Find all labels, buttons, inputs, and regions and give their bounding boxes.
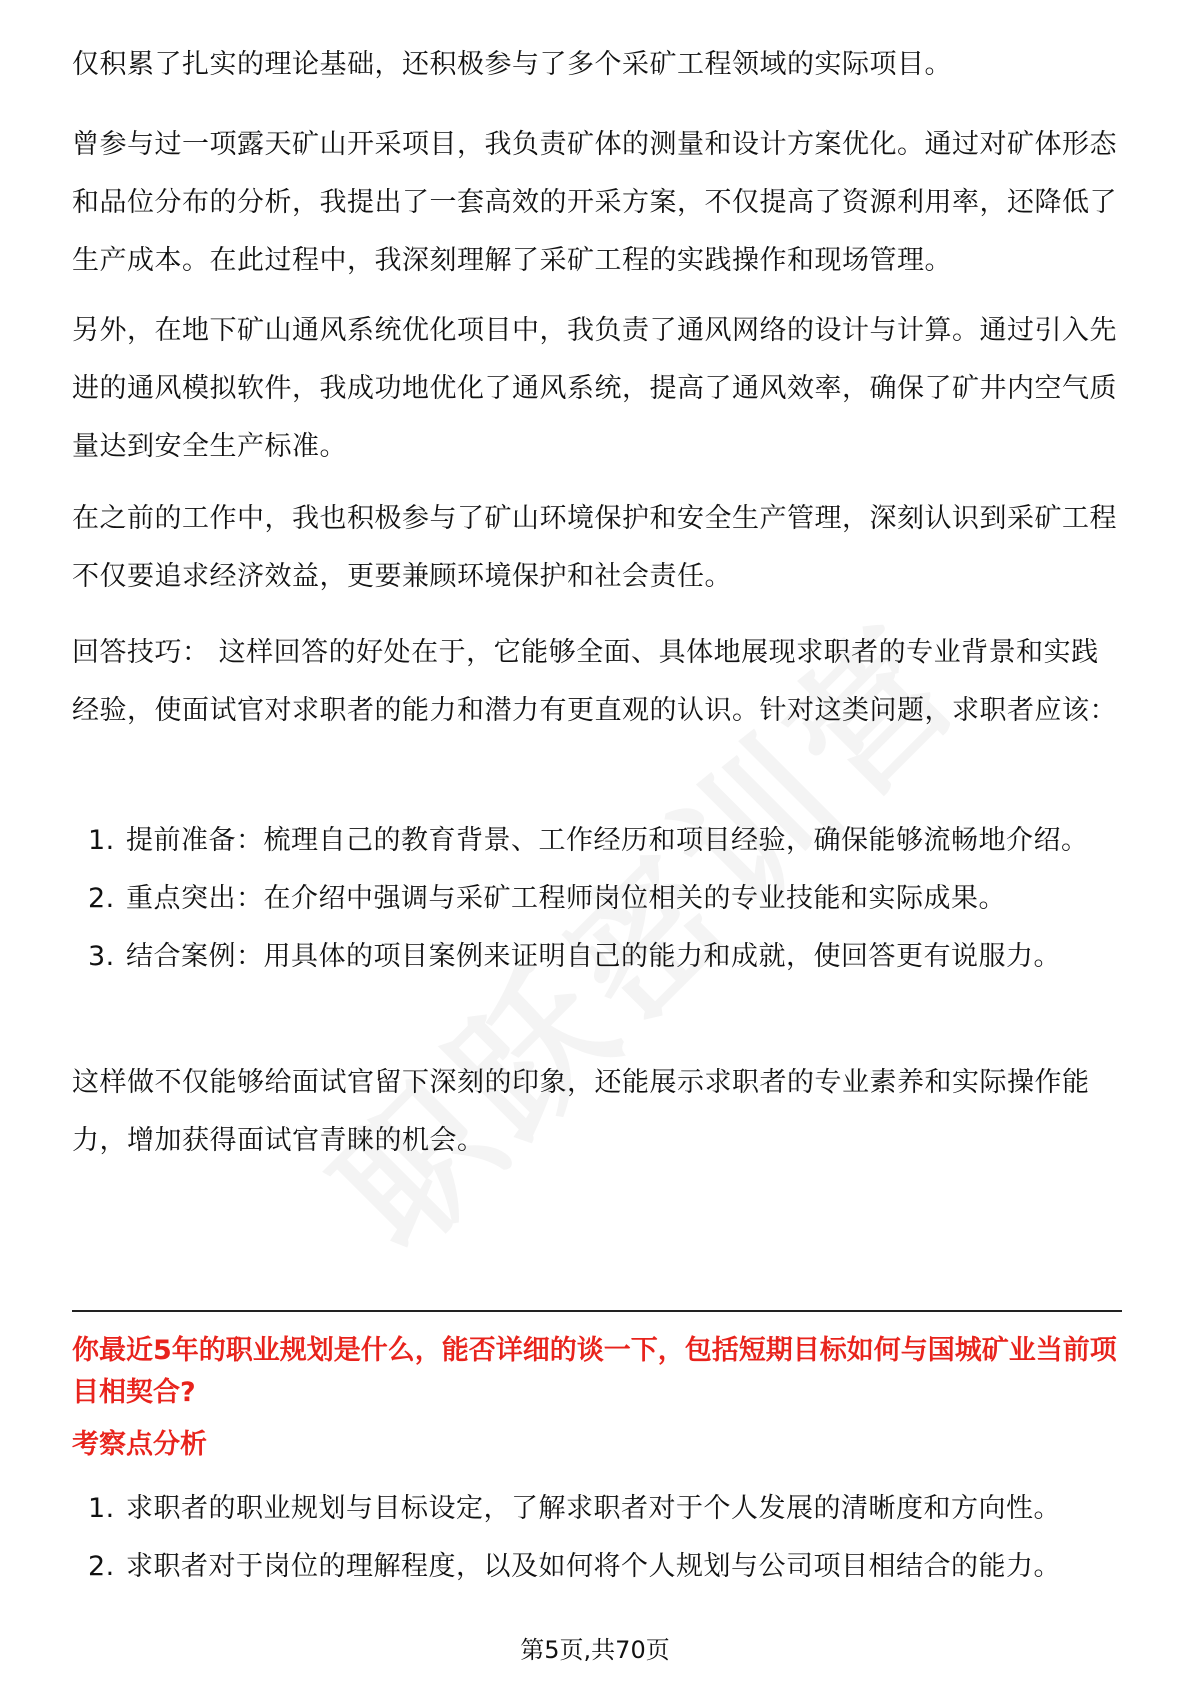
section-divider (72, 1310, 1122, 1312)
analysis-heading: 考察点分析 (72, 1429, 207, 1460)
list-item-text: 提前准备：梳理自己的教育背景、工作经历和项目经验，确保能够流畅地介绍。 (126, 825, 1089, 856)
list-item (72, 928, 1122, 986)
list-number: 1. (88, 825, 115, 856)
list-item (72, 1538, 1122, 1596)
list-item-text: 求职者的职业规划与目标设定，了解求职者对于个人发展的清晰度和方向性。 (126, 1493, 1061, 1524)
list-number: 2. (88, 1551, 115, 1582)
list-item (72, 1480, 1122, 1538)
list-number: 2. (88, 883, 115, 914)
paragraph-ventilation-project: 另外，在地下矿山通风系统优化项目中，我负责了通风网络的设计与计算。通过引入先进的通风模拟软件，我成功地优化了通风系统，提高了通风效率，确保了矿井内空气质量达到安全生产标准。 (72, 315, 1117, 462)
paragraph-answer-tips: 回答技巧： 这样回答的好处在于，它能够全面、具体地展现求职者的专业背景和实践经验，使面试官对求职者的能力和潜力有更直观的认识。针对这类问题，求职者应该： (72, 637, 1117, 726)
paragraph-conclusion: 这样做不仅能够给面试官留下深刻的印象，还能展示求职者的专业素养和实际操作能力，增加获得面试官青睐的机会。 (72, 1067, 1090, 1156)
paragraph-intro: 仅积累了扎实的理论基础，还积极参与了多个采矿工程领域的实际项目。 (72, 49, 952, 80)
paragraph-environment: 在之前的工作中，我也积极参与了矿山环境保护和安全生产管理，深刻认识到采矿工程不仅要追求经济效益，更要兼顾环境保护和社会责任。 (72, 503, 1117, 592)
list-number: 3. (88, 941, 115, 972)
question-heading: 你最近5年的职业规划是什么，能否详细的谈一下，包括短期目标如何与国城矿业当前项目相契合? (72, 1335, 1117, 1408)
analysis-list (72, 1480, 1122, 1596)
list-item-text: 求职者对于岗位的理解程度，以及如何将个人规划与公司项目相结合的能力。 (126, 1551, 1061, 1582)
list-item-text: 重点突出：在介绍中强调与采矿工程师岗位相关的专业技能和实际成果。 (126, 883, 1006, 914)
tips-list (72, 812, 1122, 986)
paragraph-open-pit-project: 曾参与过一项露天矿山开采项目，我负责矿体的测量和设计方案优化。通过对矿体形态和品位分布的分析，我提出了一套高效的开采方案，不仅提高了资源利用率，还降低了生产成本。在此过程中，我深刻理解了采矿工程的实践操作和现场管理。 (72, 129, 1117, 276)
list-item (72, 812, 1122, 870)
list-item-text: 结合案例：用具体的项目案例来证明自己的能力和成就，使回答更有说服力。 (126, 941, 1061, 972)
list-item (72, 870, 1122, 928)
page-number: 第5页,共70页 (520, 1636, 670, 1664)
list-number: 1. (88, 1493, 115, 1524)
